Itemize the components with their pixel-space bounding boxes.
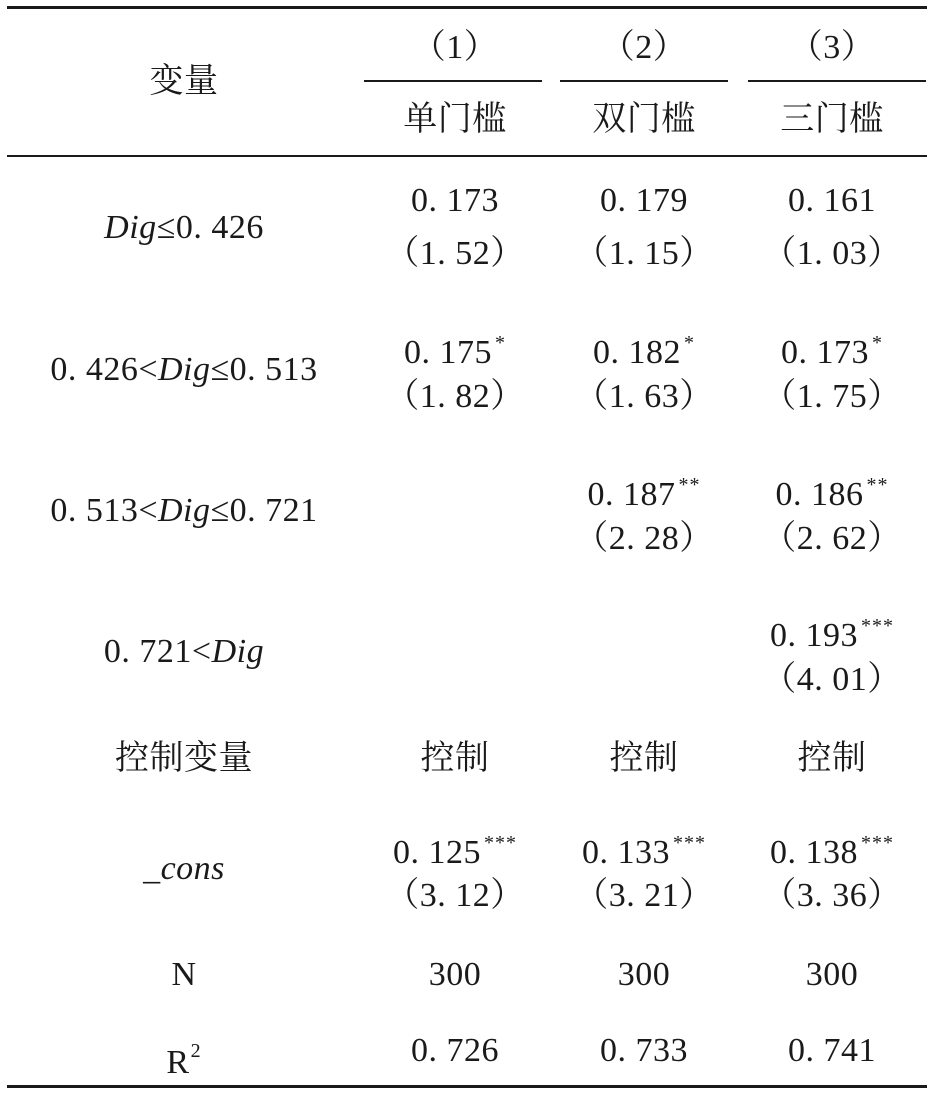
coef bbox=[411, 181, 499, 221]
coef bbox=[770, 823, 894, 873]
col1-subrule bbox=[364, 80, 542, 82]
n-value: 300 bbox=[617, 956, 671, 993]
t-stat: （2. 28） bbox=[574, 520, 714, 557]
n-value: 300 bbox=[805, 956, 859, 993]
header-col1-number: （1） bbox=[411, 29, 499, 66]
r2-value: 0. 726 bbox=[411, 1032, 499, 1069]
coef-value: 0. 175 bbox=[404, 334, 492, 371]
label-suffix: ≤0. 721 bbox=[210, 492, 318, 529]
col2-subrule bbox=[560, 80, 728, 82]
t-stat: （1. 15） bbox=[574, 235, 714, 272]
coef bbox=[770, 606, 894, 656]
coef-value: 0. 182 bbox=[593, 334, 681, 371]
n-value: 300 bbox=[428, 956, 482, 993]
row-label: _cons bbox=[143, 850, 225, 887]
label-var: Dig bbox=[158, 492, 211, 529]
coef bbox=[588, 465, 701, 515]
coef bbox=[781, 323, 883, 373]
coef-value: 0. 173 bbox=[411, 182, 499, 219]
col3-subrule bbox=[748, 80, 926, 82]
t-stat: （1. 63） bbox=[574, 378, 714, 415]
coef-value: 0. 138 bbox=[770, 834, 858, 871]
coef bbox=[593, 323, 695, 373]
bottom-rule bbox=[7, 1085, 927, 1088]
label-suffix: ≤0. 426 bbox=[156, 209, 264, 246]
top-rule bbox=[7, 6, 927, 9]
t-stat: （1. 75） bbox=[762, 378, 902, 415]
significance-stars: * bbox=[872, 332, 883, 354]
label-var: Dig bbox=[211, 633, 265, 670]
significance-stars: *** bbox=[673, 832, 706, 854]
r2-value: 0. 733 bbox=[600, 1032, 688, 1069]
row-label bbox=[104, 208, 264, 248]
header-col2-title: 双门槛 bbox=[592, 101, 696, 138]
coef-value: 0. 179 bbox=[600, 182, 688, 219]
r2-superscript: 2 bbox=[190, 1040, 202, 1062]
row-label bbox=[166, 1031, 201, 1083]
r2-label: R bbox=[166, 1044, 190, 1081]
header-col2-number: （2） bbox=[600, 29, 688, 66]
label-var: Dig bbox=[158, 351, 211, 388]
coef bbox=[600, 181, 688, 221]
header-col3-title: 三门槛 bbox=[780, 101, 884, 138]
significance-stars: *** bbox=[861, 832, 894, 854]
row-label: N bbox=[171, 956, 197, 993]
coef bbox=[393, 823, 517, 873]
control-value: 控制 bbox=[609, 740, 679, 777]
row-label bbox=[104, 632, 264, 672]
t-stat: （3. 36） bbox=[762, 877, 902, 914]
label-prefix: 0. 426< bbox=[50, 351, 159, 388]
row-label bbox=[50, 350, 317, 390]
significance-stars: *** bbox=[861, 615, 894, 637]
control-value: 控制 bbox=[797, 740, 867, 777]
header-col3-number: （3） bbox=[788, 29, 876, 66]
row-label: 控制变量 bbox=[115, 740, 253, 777]
control-value: 控制 bbox=[420, 740, 490, 777]
t-stat: （1. 03） bbox=[762, 235, 902, 272]
t-stat: （3. 12） bbox=[385, 877, 525, 914]
t-stat: （1. 82） bbox=[385, 378, 525, 415]
coef bbox=[582, 823, 706, 873]
coef bbox=[776, 465, 889, 515]
t-stat: （1. 52） bbox=[385, 235, 525, 272]
t-stat: （3. 21） bbox=[574, 877, 714, 914]
header-col1-title: 单门槛 bbox=[403, 101, 507, 138]
significance-stars: * bbox=[684, 332, 695, 354]
t-stat: （2. 62） bbox=[762, 520, 902, 557]
label-prefix: 0. 721< bbox=[103, 633, 212, 670]
header-variable: 变量 bbox=[149, 63, 219, 100]
row-label bbox=[50, 491, 317, 531]
t-stat: （4. 01） bbox=[762, 661, 902, 698]
significance-stars: *** bbox=[484, 832, 517, 854]
coef bbox=[788, 181, 876, 221]
label-prefix: 0. 513< bbox=[50, 492, 159, 529]
significance-stars: * bbox=[495, 332, 506, 354]
coef-value: 0. 173 bbox=[781, 334, 869, 371]
coef-value: 0. 161 bbox=[788, 182, 876, 219]
significance-stars: ** bbox=[678, 474, 701, 496]
coef-value: 0. 125 bbox=[393, 834, 481, 871]
coef-value: 0. 193 bbox=[770, 617, 858, 654]
coef-value: 0. 133 bbox=[582, 834, 670, 871]
header-rule bbox=[7, 155, 927, 157]
coef-value: 0. 187 bbox=[587, 476, 676, 513]
r2-value: 0. 741 bbox=[788, 1032, 876, 1069]
coef-value: 0. 186 bbox=[775, 476, 864, 513]
significance-stars: ** bbox=[866, 474, 889, 496]
coef bbox=[404, 323, 506, 373]
label-var: Dig bbox=[104, 209, 157, 246]
label-suffix: ≤0. 513 bbox=[210, 351, 318, 388]
